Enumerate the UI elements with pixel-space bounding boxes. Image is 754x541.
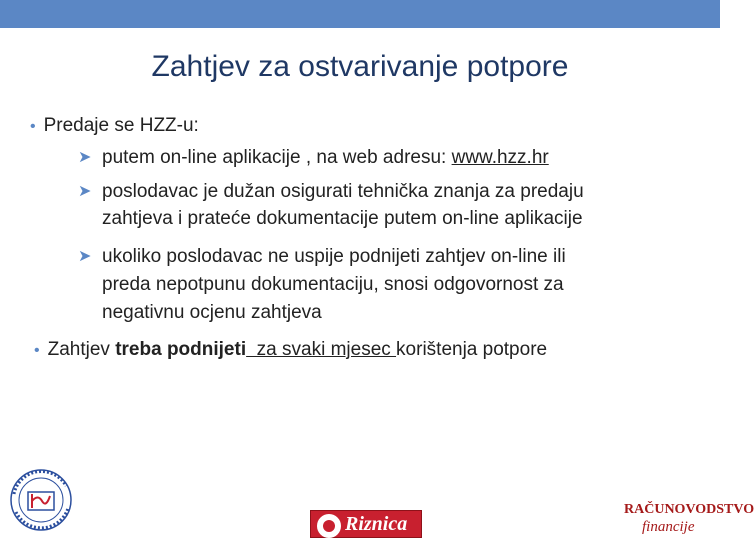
bullet-item (34, 338, 547, 363)
web-link[interactable]: www.hzz.hr (451, 147, 549, 168)
sub-bullet-line: zahtjeva i prateće dokumentacije putem on-line aplikacije (102, 208, 583, 229)
slide-title: Zahtjev za ostvarivanje potpore (151, 50, 569, 83)
bullet-dot-icon: • (30, 118, 36, 135)
sub-bullet-line: poslodavac je dužan osigurati tehnička znanja za predaju (102, 181, 584, 202)
institution-seal-logo (6, 456, 76, 536)
racunovodstvo-financije-logo: RAČUNOVODSTVO financije (624, 502, 754, 535)
bullet-underlined-text: za svaki mjesec (246, 339, 397, 360)
riznica-logo: Riznica (310, 510, 422, 538)
bullet-text: Zahtjev (47, 339, 116, 360)
bullet-text: Predaje se HZZ-u: (43, 115, 199, 136)
arrow-bullet-icon: ➤ (78, 183, 92, 200)
sub-bullet-line: ukoliko poslodavac ne uspije podnijeti zahtjev on-line ili (102, 246, 566, 267)
sub-bullet-text: putem on-line aplikacije , na web adresu: (102, 147, 452, 168)
bullet-text: korištenja potpore (396, 339, 548, 360)
riznica-emblem-icon (317, 514, 341, 538)
bullet-item (30, 114, 199, 139)
sub-bullet-line: negativnu ocjenu zahtjeva (102, 302, 322, 323)
sub-bullet-line: preda nepotpunu dokumentaciju, snosi odgovornost za (102, 274, 564, 295)
arrow-bullet-icon: ➤ (78, 149, 92, 166)
sub-bullet-item (102, 146, 549, 170)
arrow-bullet-icon: ➤ (78, 248, 92, 265)
bullet-dot-icon: • (34, 342, 40, 359)
bullet-bold-text: treba podnijeti (115, 339, 247, 360)
